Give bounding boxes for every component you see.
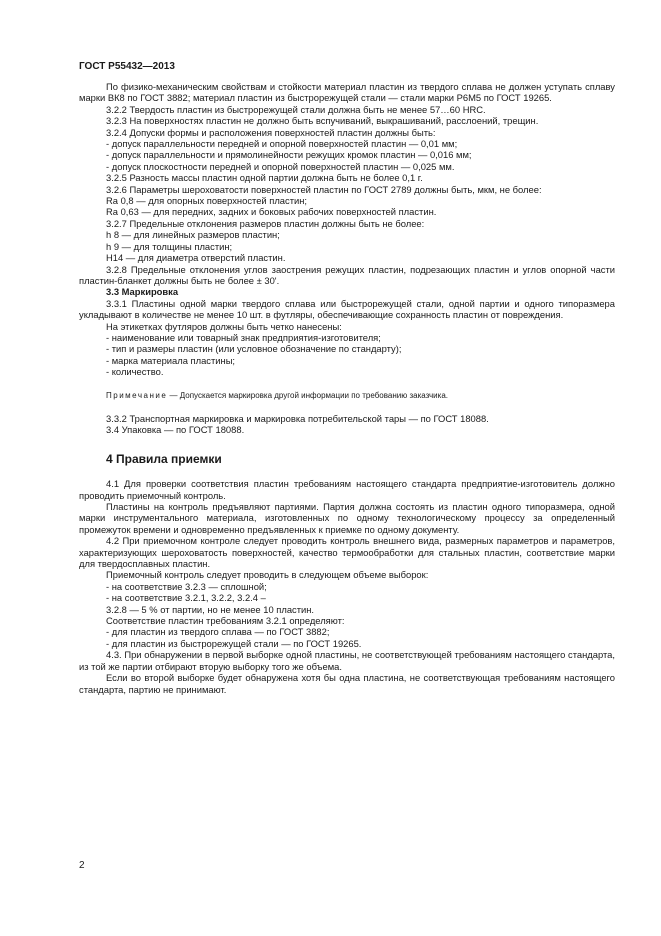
paragraph: Если во второй выборке будет обнаружена хотя бы одна пластина, не соответствующая требованиям настоящего стандарта, партию не принимают. <box>79 672 615 695</box>
document-header: ГОСТ Р55432—2013 <box>79 61 175 72</box>
paragraph: 4.3. При обнаружении в первой выборке одной пластины, не соответствующей требованиям настоящего стандарта, из той же партии отбирают вторую выборку того же объема. <box>79 649 615 672</box>
list-item: h 8 — для линейных размеров пластин; <box>106 229 280 241</box>
list-item: - допуск параллельности передней и опорной поверхностей пластин — 0,01 мм; <box>106 138 458 150</box>
paragraph: 4.2 При приемочном контроле следует проводить контроль внешнего вида, размерных параметров и параметров, характеризующих шероховатость поверхностей, качество термообработки для стальных пластин, соответствие марки для твердосплавных пластин. <box>79 535 615 570</box>
section-heading: 4 Правила приемки <box>106 451 222 466</box>
paragraph: Приемочный контроль следует проводить в следующем объеме выборок: <box>106 569 429 581</box>
list-item: - тип и размеры пластин (или условное обозначение по стандарту); <box>106 343 402 355</box>
note <box>79 390 615 401</box>
paragraph: 3.2.5 Разность массы пластин одной партии должна быть не более 0,1 г. <box>106 172 423 184</box>
paragraph: 4.1 Для проверки соответствия пластин требованиям настоящего стандарта предприятие-изготовитель должно проводить приемочный контроль. <box>79 478 615 501</box>
list-item: - допуск плоскостности передней и опорной поверхностей пластин — 0,025 мм. <box>106 160 455 172</box>
page-number: 2 <box>79 860 85 871</box>
paragraph: 3.3.2 Транспортная маркировка и маркировка потребительской тары — по ГОСТ 18088. <box>106 412 489 424</box>
paragraph: 3.2.6 Параметры шероховатости поверхностей пластин по ГОСТ 2789 должны быть, мкм, не более: <box>106 183 542 195</box>
paragraph: 3.3.1 Пластины одной марки твердого сплава или быстрорежущей стали, одной партии и одного типоразмера укладывают в количестве не менее 10 шт. в футляры, обеспечивающие сохранность пластин от повреждения. <box>79 297 615 321</box>
list-item: - марка материала пластины; <box>106 354 236 366</box>
list-item: H14 — для диаметра отверстий пластин. <box>106 252 286 264</box>
paragraph: По физико-механическим свойствам и стойкости материал пластин из твердого сплава не должен уступать сплаву марки ВК8 по ГОСТ 3882; материал пластин из быстрорежущей стали — стали марки Р6М5 по ГОСТ 19265. <box>79 81 615 104</box>
paragraph: 3.2.8 Предельные отклонения углов заострения режущих пластин, подрезающих пластин и углов опорной части пластин-бланкет должны быть не более ± 30'. <box>79 263 615 286</box>
paragraph: Пластины на контроль предъявляют партиями. Партия должна состоять из пластин одного типоразмера, одной марки инструментального материала, изготовленных по одному технологическому процессу за определенный промежуток времени и одновременно предъявленных к приемке по одному документу. <box>79 501 615 535</box>
note-text: — Допускается маркировка другой информации по требованию заказчика. <box>167 390 448 400</box>
paragraph: 3.2.3 На поверхностях пластин не должно быть вспучиваний, выкрашиваний, расслоений, трещин. <box>106 115 539 127</box>
list-item: - на соответствие 3.2.1, 3.2.2, 3.2.4 – <box>106 592 266 604</box>
list-item: - допуск параллельности и прямолинейности режущих кромок пластин — 0,016 мм; <box>106 149 472 161</box>
list-item: - для пластин из быстрорежущей стали — по ГОСТ 19265. <box>106 637 362 649</box>
list-item: - на соответствие 3.2.3 — сплошной; <box>106 580 267 592</box>
list-item: - наименование или товарный знак предприятия-изготовителя; <box>106 331 381 343</box>
list-item: 3.2.8 — 5 % от партии, но не менее 10 пластин. <box>106 603 315 615</box>
document-body <box>79 81 615 695</box>
list-item: Ra 0,8 — для опорных поверхностей пластин; <box>106 195 308 207</box>
list-item: Ra 0,63 — для передних, задних и боковых рабочих поверхностей пластин. <box>106 206 437 218</box>
paragraph: Соответствие пластин требованиям 3.2.1 определяют: <box>106 615 345 627</box>
list-item: - для пластин из твердого сплава — по ГОСТ 3882; <box>106 626 330 638</box>
paragraph: 3.2.7 Предельные отклонения размеров пластин должны быть не более: <box>106 217 425 229</box>
subsection-heading: 3.3 Маркировка <box>106 286 179 298</box>
note-label: Примечание <box>106 390 168 400</box>
list-item: h 9 — для толщины пластин; <box>106 240 233 252</box>
paragraph: 3.2.4 Допуски формы и расположения поверхностей пластин должны быть: <box>106 126 436 138</box>
list-item: - количество. <box>106 366 164 378</box>
paragraph: 3.4 Упаковка — по ГОСТ 18088. <box>106 424 245 436</box>
paragraph: 3.2.2 Твердость пластин из быстрорежущей стали должна быть не менее 57…60 HRC. <box>106 103 486 115</box>
paragraph: На этикетках футляров должны быть четко нанесены: <box>106 320 342 332</box>
